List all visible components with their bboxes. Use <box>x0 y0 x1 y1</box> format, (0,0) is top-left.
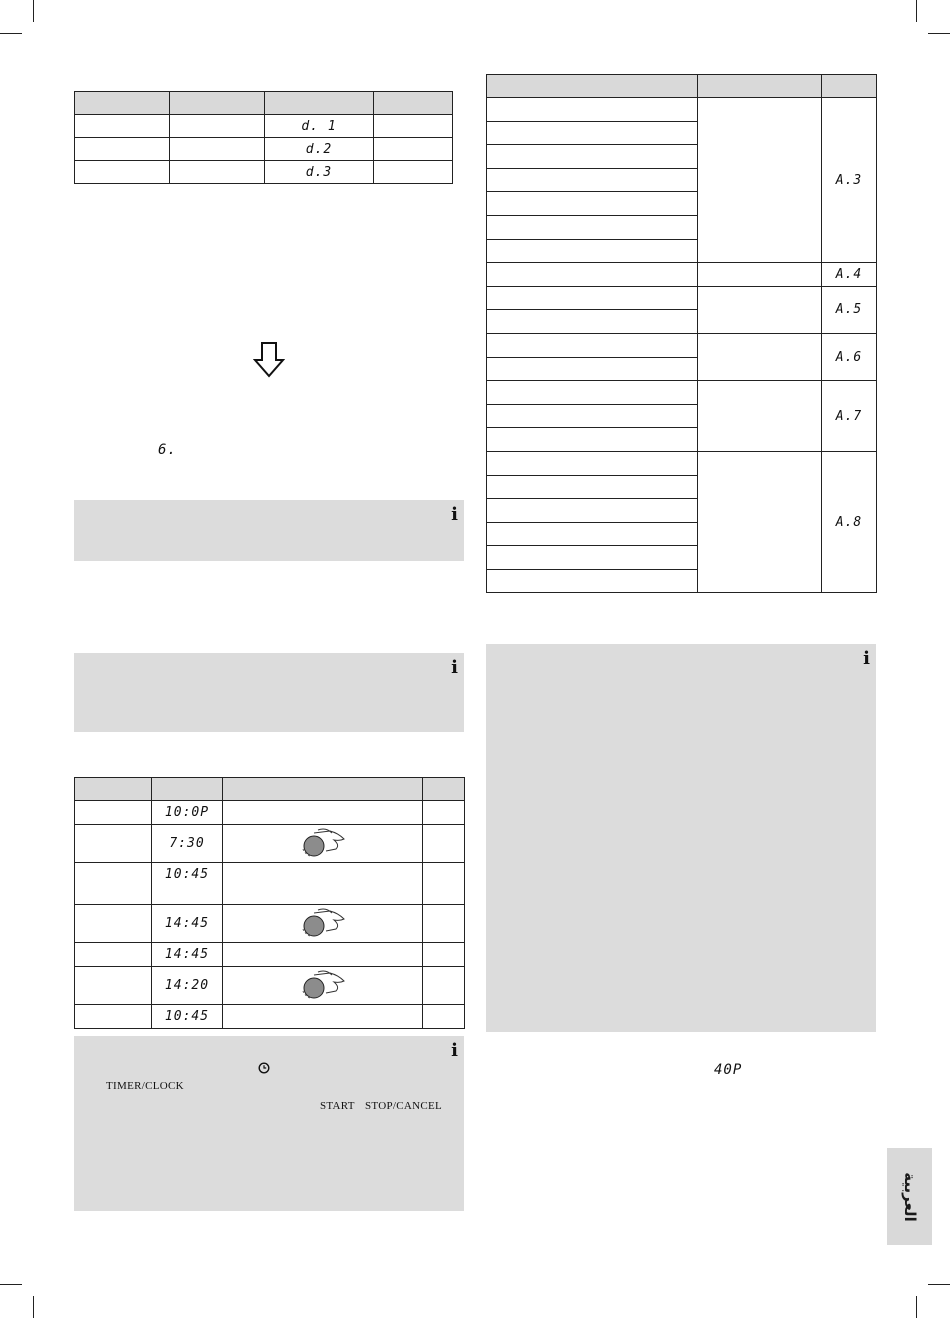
group-code: A.7 <box>822 381 877 452</box>
table-cell <box>487 522 698 546</box>
table-cell <box>487 192 698 216</box>
table-row <box>487 286 877 310</box>
rotary-knob-hand-icon <box>300 907 346 937</box>
display-digit: 6. <box>158 442 177 458</box>
table-header <box>423 778 465 801</box>
crop-mark <box>928 33 950 34</box>
group-code: A.8 <box>822 451 877 593</box>
table-row <box>75 161 453 184</box>
table-cell <box>698 286 822 333</box>
table-cell <box>487 451 698 475</box>
crop-mark <box>33 1296 34 1318</box>
language-tab-label: العربية <box>900 1171 919 1222</box>
table-row <box>75 138 453 161</box>
table-row <box>75 1005 465 1029</box>
display-time: 14:20 <box>152 967 223 1005</box>
program-group-table <box>486 74 877 593</box>
table-cell <box>698 263 822 287</box>
timer-steps-table <box>74 777 465 1029</box>
start-label: START <box>320 1100 355 1112</box>
table-cell <box>75 161 170 184</box>
language-tab <box>887 1148 932 1245</box>
table-row <box>75 863 465 905</box>
table-row <box>75 905 465 943</box>
table-cell <box>487 546 698 570</box>
crop-mark <box>928 1284 950 1285</box>
table-cell <box>698 451 822 593</box>
table-cell <box>487 428 698 452</box>
table-cell <box>487 145 698 169</box>
display-time: 14:45 <box>152 905 223 943</box>
table-cell <box>170 138 265 161</box>
program-code-table <box>74 91 453 184</box>
table-row <box>487 451 877 475</box>
table-header <box>170 92 265 115</box>
info-note <box>486 644 876 1032</box>
display-code: d.3 <box>265 161 374 184</box>
display-time: 10:45 <box>152 1005 223 1029</box>
group-code: A.3 <box>822 98 877 263</box>
table-row <box>75 943 465 967</box>
display-code: d. 1 <box>265 115 374 138</box>
table-cell <box>374 138 453 161</box>
table-header <box>265 92 374 115</box>
clock-icon <box>258 1062 270 1074</box>
info-icon: i <box>451 657 458 678</box>
group-code: A.4 <box>822 263 877 287</box>
group-code: A.5 <box>822 286 877 333</box>
table-cell <box>487 263 698 287</box>
table-cell <box>170 115 265 138</box>
table-header <box>698 75 822 98</box>
table-header <box>75 778 152 801</box>
rotary-knob-hand-icon <box>300 969 346 999</box>
table-header <box>223 778 423 801</box>
arrow-down-outline-icon <box>253 342 285 378</box>
crop-mark <box>916 1296 917 1318</box>
display-time: 14:45 <box>152 943 223 967</box>
table-cell <box>487 168 698 192</box>
table-cell <box>374 115 453 138</box>
info-note <box>74 653 464 732</box>
crop-mark <box>916 0 917 22</box>
table-cell <box>698 98 822 263</box>
table-row <box>75 801 465 825</box>
table-cell <box>487 475 698 499</box>
table-header <box>374 92 453 115</box>
table-header <box>822 75 877 98</box>
crop-mark <box>0 33 22 34</box>
group-code: A.6 <box>822 333 877 380</box>
crop-mark <box>33 0 34 22</box>
display-code: d.2 <box>265 138 374 161</box>
table-cell <box>487 121 698 145</box>
table-cell <box>487 215 698 239</box>
crop-mark <box>0 1284 22 1285</box>
info-icon: i <box>451 1040 458 1061</box>
info-icon: i <box>451 504 458 525</box>
table-row <box>487 381 877 405</box>
stop-cancel-label: STOP/CANCEL <box>365 1100 443 1112</box>
table-row <box>487 98 877 122</box>
table-cell <box>487 286 698 310</box>
table-cell <box>487 333 698 357</box>
table-cell <box>487 98 698 122</box>
table-cell <box>487 569 698 593</box>
table-row <box>75 115 453 138</box>
rotary-knob-hand-icon <box>300 827 346 857</box>
table-cell <box>698 333 822 380</box>
table-cell <box>374 161 453 184</box>
table-header <box>487 75 698 98</box>
table-cell <box>75 115 170 138</box>
table-cell <box>487 404 698 428</box>
table-cell <box>487 239 698 263</box>
table-cell <box>698 381 822 452</box>
info-note <box>74 1036 464 1211</box>
table-row <box>487 263 877 287</box>
display-time: 7:30 <box>152 825 223 863</box>
display-time: 10:45 <box>152 863 223 905</box>
timer-clock-label: TIMER/CLOCK <box>106 1080 184 1092</box>
table-row <box>487 333 877 357</box>
info-note <box>74 500 464 561</box>
table-header <box>75 92 170 115</box>
table-cell <box>170 161 265 184</box>
display-value: 40P <box>714 1062 743 1078</box>
table-cell <box>75 138 170 161</box>
table-row <box>75 825 465 863</box>
table-cell <box>487 381 698 405</box>
table-header <box>152 778 223 801</box>
display-time: 10:0P <box>152 801 223 825</box>
table-cell <box>487 357 698 381</box>
table-cell <box>487 499 698 523</box>
table-row <box>75 967 465 1005</box>
info-icon: i <box>863 648 870 669</box>
table-cell <box>487 310 698 334</box>
